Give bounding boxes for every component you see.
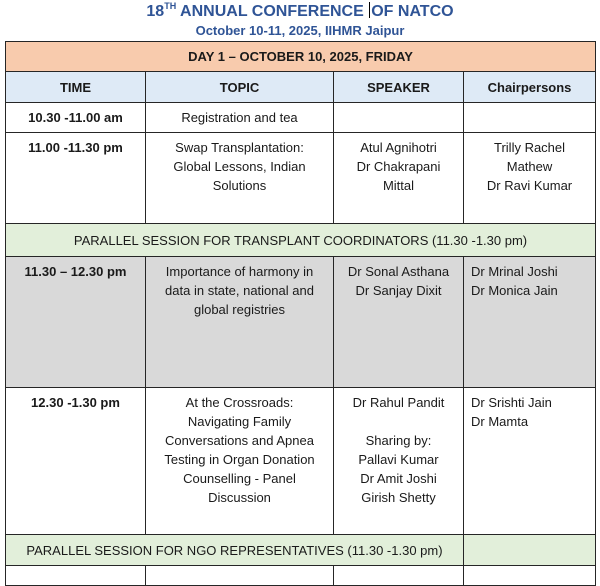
speaker-cell (334, 103, 464, 133)
conference-title: 18TH ANNUAL CONFERENCE OF NATCO (146, 1, 454, 20)
speaker-cell: Dr Rahul Pandit Sharing by: Pallavi Kumar Dr Amit Joshi Girish Shetty (334, 388, 464, 535)
session-title: PARALLEL SESSION FOR NGO REPRESENTATIVES (11.30 -1.30 pm) (6, 535, 464, 566)
table-row (6, 388, 596, 535)
topic-cell: Swap Transplantation: Global Lessons, Indian Solutions (146, 133, 334, 224)
table-row (6, 103, 596, 133)
col-header-topic: TOPIC (146, 72, 334, 103)
session-row (6, 535, 596, 566)
time-cell: 11.30 – 12.30 pm (6, 257, 146, 388)
chair-cell: Dr Srishti Jain Dr Mamta (464, 388, 596, 535)
table-row (6, 133, 596, 224)
session-title: PARALLEL SESSION FOR TRANSPLANT COORDINATORS (11.30 -1.30 pm) (6, 224, 596, 257)
speaker-cell: Dr Sonal Asthana Dr Sanjay Dixit (334, 257, 464, 388)
time-cell: 12.30 -1.30 pm (6, 388, 146, 535)
conference-subtitle: October 10-11, 2025, IIHMR Jaipur (195, 23, 405, 38)
day-title: DAY 1 – OCTOBER 10, 2025, FRIDAY (6, 42, 596, 72)
speaker-cell: Atul Agnihotri Dr Chakrapani Mittal (334, 133, 464, 224)
schedule-table (5, 41, 596, 586)
session-blank-cell (464, 535, 596, 566)
time-cell: 11.00 -11.30 pm (6, 133, 146, 224)
topic-cell: Registration and tea (146, 103, 334, 133)
chair-cell: Trilly Rachel Mathew Dr Ravi Kumar (464, 133, 596, 224)
chair-cell: Dr Mrinal Joshi Dr Monica Jain (464, 257, 596, 388)
time-cell: 10.30 -11.00 am (6, 103, 146, 133)
table-row (6, 257, 596, 388)
col-header-time: TIME (6, 72, 146, 103)
chair-cell (464, 103, 596, 133)
topic-cell: At the Crossroads: Navigating Family Conversations and Apnea Testing in Organ Donation Counselling - Panel Discussion (146, 388, 334, 535)
topic-cell: Importance of harmony in data in state, national and global registries (146, 257, 334, 388)
session-row (6, 224, 596, 257)
table-row (6, 566, 596, 586)
col-header-speaker: SPEAKER (334, 72, 464, 103)
col-header-chairpersons: Chairpersons (464, 72, 596, 103)
